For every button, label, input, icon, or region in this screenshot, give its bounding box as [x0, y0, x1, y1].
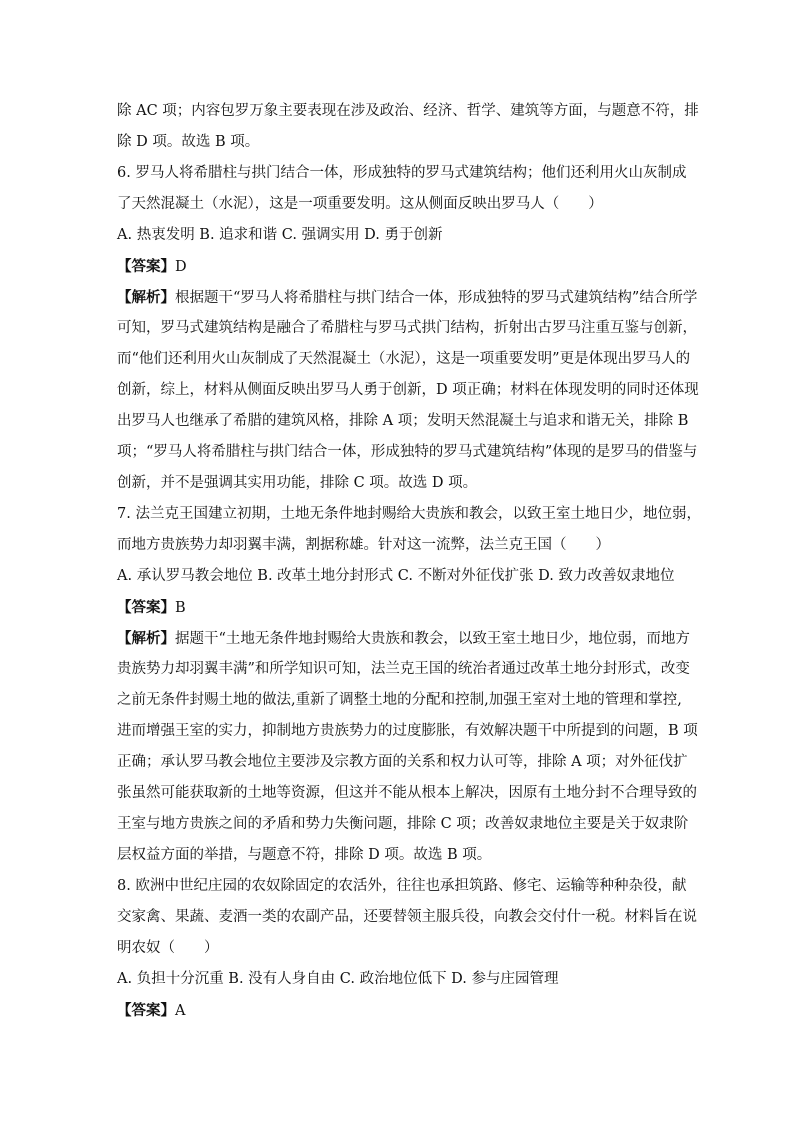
- answer-value: A: [175, 1003, 186, 1019]
- question-7-answer: [117, 592, 687, 623]
- question-6-analysis-3: 而“他们还利用火山灰制成了天然混凝土（水泥），这是一项重要发明”更是体现出罗马人的: [117, 351, 691, 367]
- question-6-analysis-2: 可知，罗马式建筑结构是融合了希腊柱与罗马式拱门结构，折射出古罗马注重互鉴与创新，: [117, 320, 697, 336]
- question-7-analysis-2: 贵族势力却羽翼丰满”和所学知识可知，法兰克王国的统治者通过改革土地分封形式，改变: [117, 661, 690, 677]
- analysis-label: 【解析】: [117, 289, 175, 306]
- question-6-options: A. 热衷发明 B. 追求和谐 C. 强调实用 D. 勇于创新: [117, 227, 443, 243]
- question-6-answer: [117, 251, 687, 282]
- question-7-analysis-8: 层权益方面的举措，与题意不符，排除 D 项。故选 B 项。: [117, 847, 492, 863]
- question-6-stem-1: 6. 罗马人将希腊柱与拱门结合一体，形成独特的罗马式建筑结构；他们还利用火山灰制成: [117, 165, 687, 181]
- text-line-1: 除 AC 项；内容包罗万象主要表现在涉及政治、经济、哲学、建筑等方面，与题意不符，排: [117, 103, 699, 119]
- text-line-2: 除 D 项。故选 B 项。: [117, 134, 260, 150]
- question-8-answer: [117, 995, 687, 1026]
- question-6-stem-2: 了天然混凝土（水泥），这是一项重要发明。这从侧面反映出罗马人（ ）: [117, 196, 603, 212]
- analysis-label: 【解析】: [117, 630, 175, 647]
- question-7-options: A. 承认罗马教会地位 B. 改革土地分封形式 C. 不断对外征伐扩张 D. 致力改善奴隶地位: [117, 568, 675, 584]
- question-8-stem-2: 交家禽、果蔬、麦酒一类的农副产品，还要替领主服兵役，向教会交付什一税。材料旨在说: [117, 909, 697, 925]
- question-7-analysis-6: 张虽然可能获取新的土地等资源，但这并不能从根本上解决，因原有土地分封不合理导致的: [117, 785, 697, 801]
- question-7-analysis-4: 进而增强王室的实力，抑制地方贵族势力的过度膨胀，有效解决题干中所提到的问题，B 项: [117, 723, 698, 739]
- answer-label: 【答案】: [117, 599, 175, 616]
- answer-value: B: [175, 600, 186, 616]
- question-8-stem-1: 8. 欧洲中世纪庄园的农奴除固定的农活外，往往也承担筑路、修宅、运输等种种杂役，献: [117, 878, 687, 894]
- question-7-stem-2: 而地方贵族势力却羽翼丰满，割据称雄。针对这一流弊，法兰克王国（ ）: [117, 537, 610, 553]
- document-page: [117, 96, 701, 1026]
- answer-label: 【答案】: [117, 258, 175, 275]
- question-8-stem-3: 明农奴（ ）: [117, 940, 219, 956]
- question-6-analysis-6: 项；“罗马人将希腊柱与拱门结合一体，形成独特的罗马式建筑结构”体现的是罗马的借鉴与: [117, 444, 698, 460]
- question-7-analysis-5: 正确；承认罗马教会地位主要涉及宗教方面的关系和权力认可等，排除 A 项；对外征伐扩: [117, 754, 688, 770]
- question-6-analysis-5: 出罗马人也继承了希腊的建筑风格，排除 A 项；发明天然混凝土与追求和谐无关，排除 B: [117, 413, 689, 429]
- answer-label: 【答案】: [117, 1002, 175, 1019]
- question-6-analysis-4: 创新，综上，材料从侧面反映出罗马人勇于创新，D 项正确；材料在体现发明的同时还体现: [117, 382, 699, 398]
- question-7-stem-1: 7. 法兰克王国建立初期，土地无条件地封赐给大贵族和教会，以致王室土地日少，地位弱，: [117, 506, 701, 522]
- answer-value: D: [175, 259, 187, 275]
- question-6-analysis-7: 创新，并不是强调其实用功能，排除 C 项。故选 D 项。: [117, 475, 478, 491]
- question-6-analysis-1: 【解析】根据题干“罗马人将希腊柱与拱门结合一体，形成独特的罗马式建筑结构”结合所学: [117, 289, 698, 306]
- question-7-analysis-3: 之前无条件封赐土地的做法,重新了调整土地的分配和控制,加强王室对土地的管理和掌控,: [117, 692, 682, 708]
- question-7-analysis-7: 王室与地方贵族之间的矛盾和势力失衡问题，排除 C 项；改善奴隶地位主要是关于奴隶阶: [117, 816, 689, 832]
- question-8-options: A. 负担十分沉重 B. 没有人身自由 C. 政治地位低下 D. 参与庄园管理: [117, 971, 559, 987]
- question-7-analysis-1: 【解析】据题干“土地无条件地封赐给大贵族和教会，以致王室土地日少，地位弱，而地方: [117, 630, 690, 647]
